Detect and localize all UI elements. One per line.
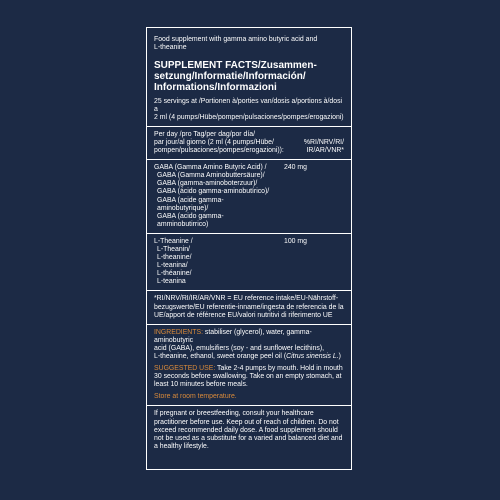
divider xyxy=(147,159,351,160)
divider xyxy=(147,233,351,234)
footnote-line: *RI/NRV/RI/IR/AR/VNR = EU reference intake/EU-Nährstoff- xyxy=(154,295,339,303)
ri-line: IR/AR/VNR* xyxy=(306,146,344,154)
suggested-use-text: least 10 minutes before meals. xyxy=(154,381,248,389)
nutrient-line: L-Theanin/ xyxy=(157,245,190,253)
per-day-label xyxy=(154,131,290,155)
nutrient-row-gaba xyxy=(154,164,344,229)
servings-line: 2 ml (4 pumps/Hübe/pompen/pulsaciones/pompes/erogazioni) xyxy=(154,113,344,121)
suggested-use-text: 30 seconds before swallowing. Take on an empty stomach, at xyxy=(154,373,342,381)
per-day-header xyxy=(154,131,344,155)
nutrient-line: L-theanine/ xyxy=(157,254,192,262)
footnote-line: UE/apport de référence EU/valori nutritivi di riferimento UE xyxy=(154,311,333,319)
servings-line: 25 servings at /Portionen à/porties van/dosis a/portions à/dosi a xyxy=(154,97,343,113)
footnote-line: bezugswerte/EU referentie-inname/ingesta de referencia de la xyxy=(154,303,344,311)
title-line: Informations/Informazioni xyxy=(154,81,277,93)
ingredients-text: stabiliser (glycerol), water, gamma-aminobutyric xyxy=(154,328,312,344)
product-description xyxy=(154,36,344,52)
ingredients-first-line xyxy=(154,329,344,345)
supplement-label xyxy=(146,27,352,470)
divider xyxy=(147,324,351,325)
storage-note: Store at room temperature. xyxy=(154,393,237,401)
ingredients-text: acid (GABA), emulsifiers (soy - and sunflower lecithins), xyxy=(154,344,325,352)
title-line: setzung/Informatie/Información/ xyxy=(154,70,306,82)
warning-line: not be used as a substitute for a varied and balanced diet and xyxy=(154,434,343,442)
reference-footnote xyxy=(154,295,344,319)
nutrient-line: GABA (ácido gamma-aminobutírico)/ xyxy=(157,188,270,196)
warning-section xyxy=(154,410,344,450)
divider xyxy=(147,126,351,127)
ingredients-latin-name: Citrus sinensis L. xyxy=(286,353,339,361)
facts-title xyxy=(154,61,344,93)
warning-line: a healthy lifestyle. xyxy=(154,442,209,450)
nutrient-line: GABA (Gamma Amino Butyric Acid) / xyxy=(154,164,267,172)
warning-line: exceed recommended daily dose. A food supplement should xyxy=(154,426,338,434)
ingredients-label: INGREDIENTS: xyxy=(154,328,204,336)
nutrient-line: L-teanina/ xyxy=(157,262,188,270)
nutrient-line: GABA (acido gamma-amminobutirrico) xyxy=(157,212,224,228)
warning-line: If pregnant or breestfeeding, consult your healthcare xyxy=(154,410,314,418)
nutrient-name xyxy=(154,164,274,229)
divider xyxy=(147,290,351,291)
nutrient-amount: 240 mg xyxy=(284,164,307,172)
title-line: SUPPLEMENT FACTS/Zusammen- xyxy=(154,60,317,72)
nutrient-line: GABA (acide gamma-aminobutyrique)/ xyxy=(157,196,224,212)
per-day-line: par jour/al giorno (2 ml (4 pumps/Hübe/ xyxy=(154,138,274,146)
suggested-use-label: SUGGESTED USE: xyxy=(154,365,216,373)
ri-header xyxy=(292,131,344,155)
divider xyxy=(147,405,351,406)
warning-line: practitioner before use. Keep out of reach of children. Do not xyxy=(154,418,339,426)
nutrient-line: L-teanina xyxy=(157,278,186,286)
servings-info xyxy=(154,98,344,122)
suggested-use-first-line xyxy=(154,365,344,373)
nutrient-line: GABA (Gamma Aminobuttersäure)/ xyxy=(157,172,265,180)
ingredients-text: L-theanine, ethanol, sweet orange peel oil ( xyxy=(154,353,287,361)
suggested-use-section xyxy=(154,365,344,389)
nutrient-line: GABA (gamma-aminoboterzuur)/ xyxy=(157,180,258,188)
nutrient-line: L-Theanine / xyxy=(154,237,193,245)
nutrient-line: L-théanine/ xyxy=(157,270,192,278)
per-day-line: Per day /pro Tag/per dag/por día/ xyxy=(154,130,255,138)
ingredients-last-line xyxy=(154,353,344,361)
nutrient-row-theanine xyxy=(154,238,344,287)
suggested-use-text: Take 2-4 pumps by mouth. Hold in mouth xyxy=(215,365,343,373)
per-day-line: pompen/pulsaciones/pompes/erogazioni)): xyxy=(154,147,284,155)
intro-line: L-theanine xyxy=(154,44,187,52)
ingredients-text: ) xyxy=(338,353,341,361)
ri-line: %RI/NRV/RI/ xyxy=(303,138,344,146)
ingredients-section xyxy=(154,329,344,361)
nutrient-amount: 100 mg xyxy=(284,237,307,245)
nutrient-name xyxy=(154,238,274,287)
intro-line: Food supplement with gamma amino butyric acid and xyxy=(154,36,318,43)
